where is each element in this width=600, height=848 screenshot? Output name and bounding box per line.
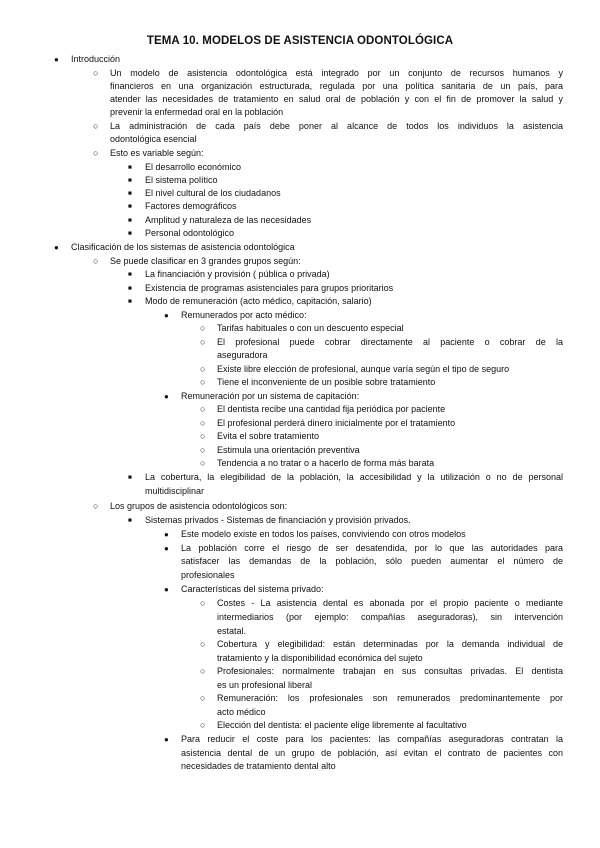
list-item: Esto es variable según:: [110, 148, 204, 158]
list-item: Tiene el inconveniente de un posible sobre tratamiento: [217, 377, 436, 387]
list-item-continuation: tratamiento y la disponibilidad económica del sujeto: [217, 653, 423, 663]
list-item: Personal odontológico: [145, 228, 235, 238]
bullet-square-icon: ■: [128, 177, 132, 184]
bullet-circle-icon: ○: [200, 364, 206, 374]
bullet-disc-icon: ●: [164, 530, 169, 539]
bullet-square-icon: ■: [128, 164, 132, 171]
bullet-circle-icon: ○: [93, 121, 99, 131]
list-item: El profesional puede cobrar directamente al paciente o cobrar de la: [217, 337, 563, 347]
bullet-disc-icon: ●: [164, 311, 169, 320]
bullet-square-icon: ■: [128, 230, 132, 237]
bullet-disc-icon: ●: [164, 585, 169, 594]
list-item: Profesionales: normalmente trabajan en sus consultas privadas. El dentista: [217, 666, 563, 676]
bullet-square-icon: ■: [128, 190, 132, 197]
bullet-disc-icon: ●: [164, 392, 169, 401]
bullet-circle-icon: ○: [200, 598, 206, 608]
list-item: Clasificación de los sistemas de asistencia odontológica: [71, 242, 295, 252]
list-item: Amplitud y naturaleza de las necesidades: [145, 215, 312, 225]
page-title: TEMA 10. MODELOS DE ASISTENCIA ODONTOLÓGICA: [146, 35, 454, 47]
list-item: Remunerados por acto médico:: [181, 310, 307, 320]
bullet-square-icon: ■: [128, 203, 132, 210]
list-item: Remuneración por un sistema de capitación:: [181, 391, 360, 401]
list-item: El dentista recibe una cantidad fija periódica por paciente: [217, 404, 446, 414]
list-item-continuation: necesidades de tratamiento dental alto: [181, 761, 336, 771]
bullet-circle-icon: ○: [200, 418, 206, 428]
bullet-square-icon: ■: [128, 474, 132, 481]
bullet-circle-icon: ○: [200, 323, 206, 333]
bullet-square-icon: ■: [128, 298, 132, 305]
bullet-circle-icon: ○: [93, 256, 99, 266]
bullet-disc-icon: ●: [164, 735, 169, 744]
bullet-circle-icon: ○: [200, 404, 206, 414]
list-item-continuation: asistencia dental de un grupo de población, así evitan el contrato de pacientes con: [181, 748, 563, 758]
bullet-circle-icon: ○: [200, 720, 206, 730]
list-item: Este modelo existe en todos los países, conviviendo con otros modelos: [181, 529, 466, 539]
list-item: Existencia de programas asistenciales para grupos prioritarios: [145, 283, 394, 293]
bullet-square-icon: ■: [128, 517, 132, 524]
list-item: Se puede clasificar en 3 grandes grupos según:: [110, 256, 301, 266]
bullet-circle-icon: ○: [200, 458, 206, 468]
list-item: La financiación y provisión ( pública o privada): [145, 269, 330, 279]
bullet-circle-icon: ○: [93, 148, 99, 158]
list-item-continuation: prevenir la enfermedad oral en la población: [110, 107, 284, 117]
list-item: Para reducir el coste para los pacientes: las compañías aseguradoras contratan la: [181, 734, 563, 744]
bullet-square-icon: ■: [128, 271, 132, 278]
list-item: Elección del dentista: el paciente elige libremente al facultativo: [217, 720, 467, 730]
list-item: Tendencia a no tratar o a hacerlo de forma más barata: [217, 458, 435, 468]
list-item-continuation: acto médico: [217, 707, 266, 717]
list-item-continuation: estatal.: [217, 626, 247, 636]
list-item: La cobertura, la elegibilidad de la población, la accesibilidad y la utilización o no de personal: [145, 472, 563, 482]
list-item-continuation: multidisciplinar: [145, 486, 205, 496]
list-item: Remuneración: los profesionales son remunerados predominantemente por: [217, 693, 563, 703]
list-item: Características del sistema privado:: [181, 584, 324, 594]
list-item: Existe libre elección de profesional, aunque varía según el tipo de seguro: [217, 364, 510, 374]
bullet-circle-icon: ○: [200, 445, 206, 455]
list-item: Factores demográficos: [145, 201, 237, 211]
list-item: El profesional perderá dinero inicialmente por el tratamiento: [217, 418, 456, 428]
list-item: Estimula una orientación preventiva: [217, 445, 360, 455]
list-item: El sistema político: [145, 175, 218, 185]
list-item-continuation: odontológica esencial: [110, 134, 197, 144]
bullet-disc-icon: ●: [54, 243, 59, 252]
bullet-circle-icon: ○: [200, 639, 206, 649]
bullet-disc-icon: ●: [164, 544, 169, 553]
list-item: Los grupos de asistencia odontológicos son:: [110, 501, 288, 511]
list-item-continuation: satisfacer las demandas de la población, sólo pueden aumentar el número de: [181, 556, 563, 566]
list-item: La población corre el riesgo de ser desatendida, por lo que las autoridades para: [181, 543, 563, 553]
list-item-continuation: es un profesional liberal: [217, 680, 313, 690]
list-item: El nivel cultural de los ciudadanos: [145, 188, 281, 198]
list-item: Un modelo de asistencia odontológica está integrado por un conjunto de recursos humanos y: [110, 68, 563, 78]
bullet-circle-icon: ○: [200, 337, 206, 347]
bullet-disc-icon: ●: [54, 55, 59, 64]
bullet-square-icon: ■: [128, 285, 132, 292]
list-item-continuation: intermediarios (por ejemplo: compañías aseguradoras), sin intervención: [217, 612, 563, 622]
list-item: Modo de remuneración (acto médico, capitación, salario): [145, 296, 372, 306]
bullet-circle-icon: ○: [200, 431, 206, 441]
list-item-continuation: aseguradora: [217, 350, 268, 360]
bullet-circle-icon: ○: [93, 68, 99, 78]
list-item: Introducción: [71, 54, 121, 64]
list-item: Evita el sobre tratamiento: [217, 431, 320, 441]
bullet-circle-icon: ○: [93, 501, 99, 511]
list-item: Cobertura y elegibilidad: están determinadas por la demanda individual de: [217, 639, 563, 649]
list-item: La administración de cada país debe poner al alcance de todos los individuos la asistencia: [110, 121, 563, 131]
list-item: Costes - La asistencia dental es abonada por el propio paciente o mediante: [217, 598, 563, 608]
list-item-continuation: financieros en una organización estructurada, regulada por una política sanitaria de un país, para: [110, 81, 563, 91]
bullet-square-icon: ■: [128, 217, 132, 224]
bullet-circle-icon: ○: [200, 666, 206, 676]
bullet-circle-icon: ○: [200, 693, 206, 703]
list-item: Sistemas privados - Sistemas de financiación y provisión privados.: [145, 515, 411, 525]
bullet-circle-icon: ○: [200, 377, 206, 387]
list-item: Tarifas habituales o con un descuento especial: [217, 323, 404, 333]
list-item-continuation: profesionales: [181, 570, 235, 580]
list-item: El desarrollo económico: [145, 162, 242, 172]
list-item-continuation: atender las necesidades de tratamiento en salud oral de población y con el fin de promover la salud y: [110, 94, 563, 104]
